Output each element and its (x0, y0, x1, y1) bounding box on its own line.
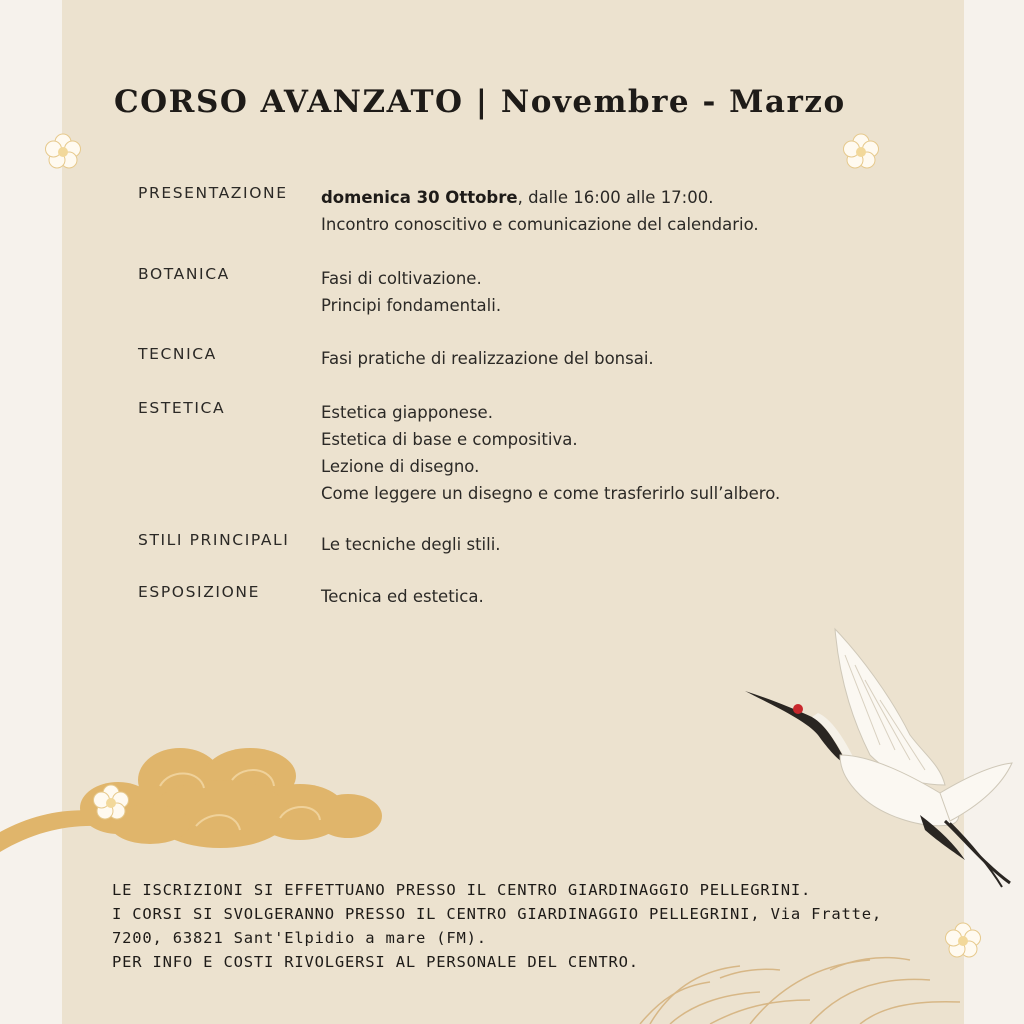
schedule-description (321, 345, 654, 372)
page-title: CORSO AVANZATO | Novembre - Marzo (114, 84, 846, 120)
description-line: Tecnica ed estetica. (321, 587, 484, 606)
schedule-label: ESTETICA (138, 399, 226, 417)
schedule-description (321, 265, 501, 319)
plum-blossom-icon (44, 133, 82, 171)
presentation-time: , dalle 16:00 alle 17:00. (517, 188, 714, 207)
description-line: Principi fondamentali. (321, 296, 502, 315)
schedule-label: STILI PRINCIPALI (138, 531, 290, 549)
description-line: Come leggere un disegno e come trasferirlo sull’albero. (321, 484, 781, 503)
footer-line: PER INFO E COSTI RIVOLGERSI AL PERSONALE DEL CENTRO. (112, 953, 639, 971)
schedule-description (321, 583, 484, 610)
plum-blossom-icon (842, 133, 880, 171)
schedule-description (321, 399, 780, 507)
description-line: Estetica giapponese. (321, 403, 493, 422)
description-line: Fasi pratiche di realizzazione del bonsai. (321, 349, 654, 368)
schedule-label: TECNICA (138, 345, 217, 363)
schedule-label: BOTANICA (138, 265, 230, 283)
description-line: Fasi di coltivazione. (321, 269, 482, 288)
presentation-date: domenica 30 Ottobre (321, 188, 518, 207)
description-line: Le tecniche degli stili. (321, 535, 501, 554)
description-line: Incontro conoscitivo e comunicazione del calendario. (321, 215, 759, 234)
footer-line: LE ISCRIZIONI SI EFFETTUANO PRESSO IL CENTRO GIARDINAGGIO PELLEGRINI. (112, 881, 812, 899)
description-line: Estetica di base e compositiva. (321, 430, 578, 449)
footer-info (112, 878, 882, 974)
footer-line: I CORSI SI SVOLGERANNO PRESSO IL CENTRO GIARDINAGGIO PELLEGRINI, Via Fratte, (112, 905, 883, 923)
footer-line: 7200, 63821 Sant'Elpidio a mare (FM). (112, 929, 487, 947)
cloud-icon (0, 740, 390, 870)
schedule-description (321, 531, 501, 558)
schedule-description (321, 184, 759, 238)
schedule-label: ESPOSIZIONE (138, 583, 260, 601)
description-line: Lezione di disegno. (321, 457, 480, 476)
schedule-label: PRESENTAZIONE (138, 184, 288, 202)
crane-icon (740, 625, 1020, 890)
